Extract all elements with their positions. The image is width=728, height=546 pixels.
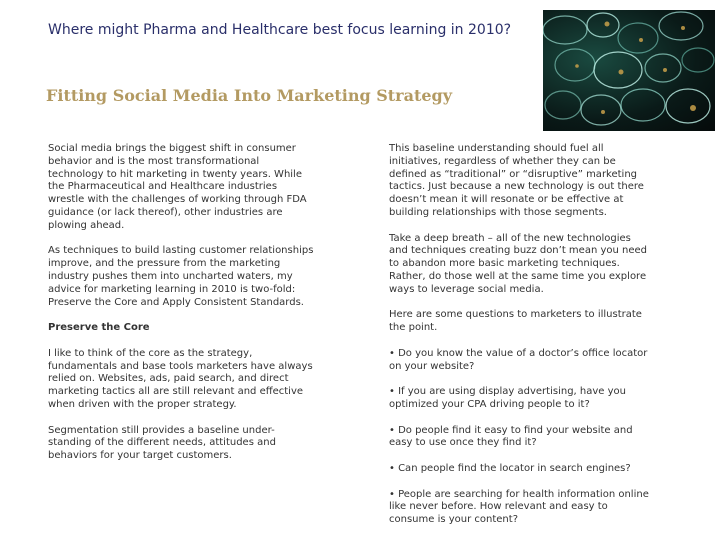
cells-image <box>543 10 715 131</box>
right-paragraph-1: This baseline understanding should fuel all initiatives, regardless of whether they can be defined as “traditional” or “disruptive” marketing tactics. Just because a new technology is out there doesn’t mean it will resonate or be effective at building relationships with those segments. <box>389 143 644 218</box>
slide-heading: Fitting Social Media Into Marketing Strategy <box>46 86 453 105</box>
cells-photo <box>543 10 715 131</box>
header-title: Where might Pharma and Healthcare best focus learning in 2010? <box>48 22 512 38</box>
left-column <box>48 143 348 476</box>
right-column <box>389 143 701 540</box>
right-paragraph-3: Here are some questions to marketers to illustrate the point. <box>389 309 642 334</box>
right-paragraph-2: Take a deep breath – all of the new technologies and techniques creating buzz don’t mean you need to abandon more basic marketing techniques. Rather, do those well at the same time you explore ways to leverage social media. <box>389 232 648 295</box>
preserve-core-subheading: Preserve the Core <box>48 322 150 334</box>
list-item: • People are searching for health information online like never before. How relevant and easy to consume is your content? <box>389 488 649 526</box>
left-paragraph-4: Segmentation still provides a baseline under- standing of the different needs, attitudes and behaviors for your target customers. <box>48 424 276 462</box>
left-paragraph-3: I like to think of the core as the strategy, fundamentals and base tools marketers have always relied on. Websites, ads, paid search, and direct marketing tactics all are still relevant and effective when driven with the proper strategy. <box>48 347 313 410</box>
list-item: • Can people find the locator in search engines? <box>389 462 631 474</box>
list-item: • Do you know the value of a doctor’s office locator on your website? <box>389 347 648 372</box>
left-paragraph-2: As techniques to build lasting customer relationships improve, and the pressure from the marketing industry pushes them into uncharted waters, my advice for marketing learning in 2010 is two-fold: Preserve the Core and Apply Consistent Standards. <box>48 245 314 308</box>
left-paragraph-1: Social media brings the biggest shift in consumer behavior and is the most transformational technology to hit marketing in twenty years. While the Pharmaceutical and Healthcare industries wrestle with the challenges of working through FDA guidance (or lack thereof), other industries are plowing ahead. <box>48 143 307 231</box>
list-item: • If you are using display advertising, have you optimized your CPA driving people to it? <box>389 386 626 410</box>
question-list <box>389 348 701 527</box>
list-item: • Do people find it easy to find your website and easy to use once they find it? <box>389 424 633 449</box>
